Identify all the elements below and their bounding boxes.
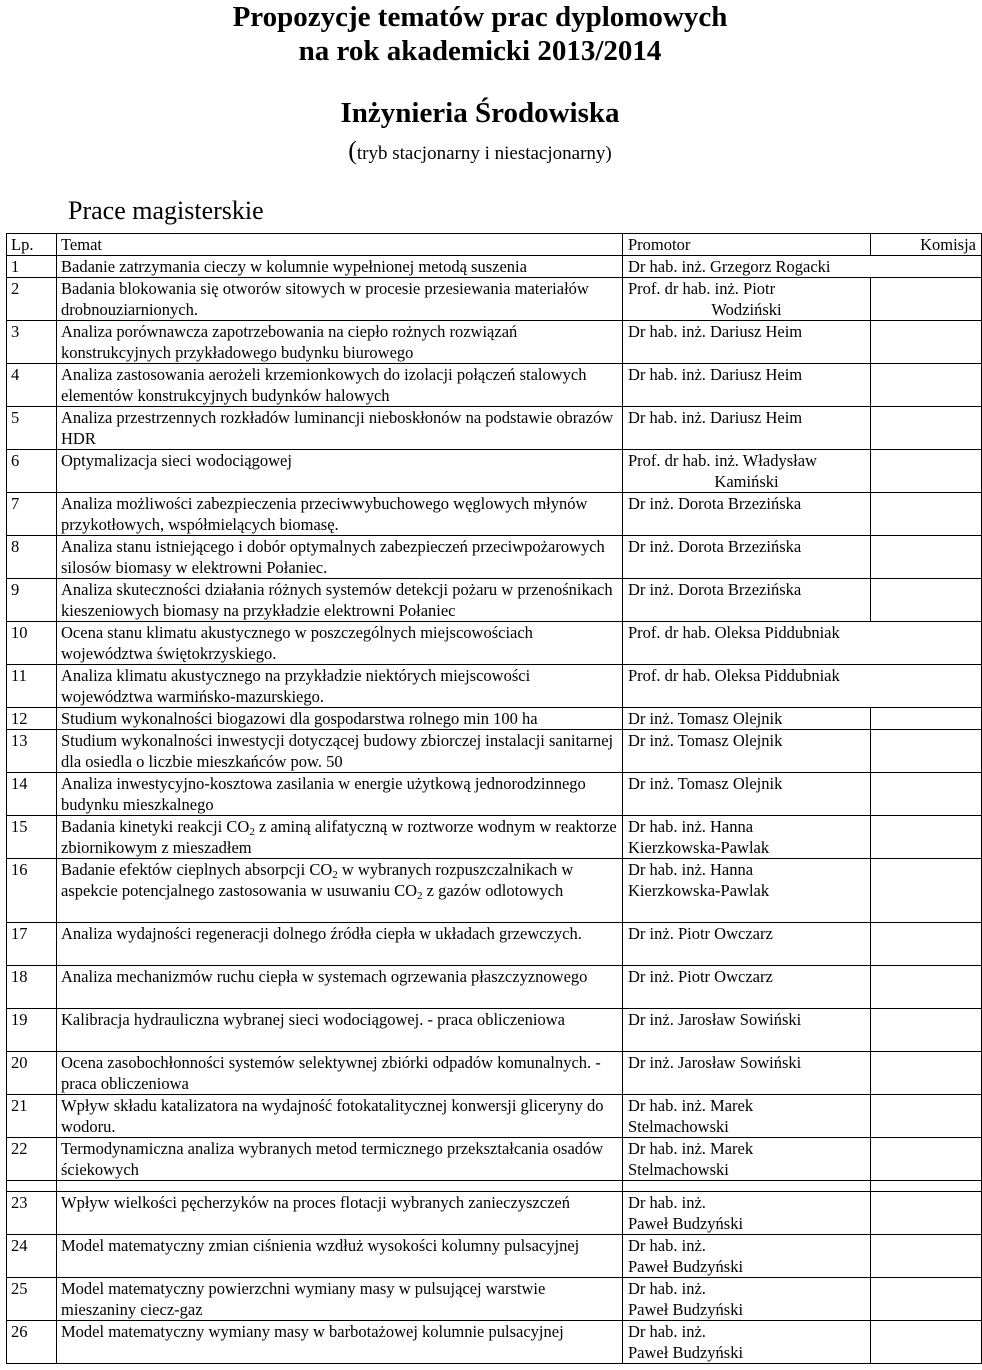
- table-row: [7, 1009, 982, 1052]
- row-lp: 10: [7, 622, 57, 665]
- row-lp: 13: [7, 730, 57, 773]
- row-topic: Ocena stanu klimatu akustycznego w poszczególnych miejscowościach województwa świętokrzyskiego.: [57, 622, 623, 665]
- row-lp: 26: [7, 1321, 57, 1364]
- row-lp: 2: [7, 278, 57, 321]
- row-topic: Wpływ składu katalizatora na wydajność fotokatalitycznej konwersji gliceryny do wodoru.: [57, 1095, 623, 1138]
- table-row: [7, 966, 982, 1009]
- row-topic: [57, 816, 623, 859]
- table-row: [7, 321, 982, 364]
- table-row: [7, 450, 982, 493]
- row-committee: [871, 493, 982, 536]
- row-topic: Ocena zasobochłonności systemów selektywnej zbiórki odpadów komunalnych. - praca obliczeniowa: [57, 1052, 623, 1095]
- table-row: [7, 816, 982, 859]
- row-committee: [871, 321, 982, 364]
- promotor-line1: Dr hab. inż.: [628, 1193, 706, 1212]
- row-lp: 12: [7, 708, 57, 730]
- row-committee: [871, 1138, 982, 1181]
- row-lp: 23: [7, 1192, 57, 1235]
- topic-subscript: 2: [332, 869, 338, 881]
- row-promotor: Dr inż. Jarosław Sowiński: [623, 1052, 871, 1095]
- row-topic: Analiza stanu istniejącego i dobór optymalnych zabezpieczeń przeciwpożarowych silosów biomasy w elektrowni Połaniec.: [57, 536, 623, 579]
- promotor-line2: Kierzkowska-Pawlak: [628, 881, 770, 900]
- table-row: [7, 730, 982, 773]
- promotor-line1: Dr hab. inż. Marek: [628, 1096, 754, 1115]
- row-promotor: Dr inż. Dorota Brzezińska: [623, 536, 871, 579]
- row-promotor: Dr inż. Tomasz Olejnik: [623, 773, 871, 816]
- table-row: [7, 579, 982, 622]
- row-promotor: Dr inż. Piotr Owczarz: [623, 966, 871, 1009]
- table-row: [7, 364, 982, 407]
- row-lp: 24: [7, 1235, 57, 1278]
- row-lp: 25: [7, 1278, 57, 1321]
- promotor-line1: Dr hab. inż. Hanna: [628, 817, 754, 836]
- row-promotor: [623, 450, 871, 493]
- row-topic: Kalibracja hydrauliczna wybranej sieci wodociągowej. - praca obliczeniowa: [57, 1009, 623, 1052]
- row-promotor: Prof. dr hab. Oleksa Piddubniak: [623, 622, 982, 665]
- row-topic: Analiza możliwości zabezpieczenia przeciwwybuchowego węglowych młynów przykotłowych, współmielących biomasę.: [57, 493, 623, 536]
- promotor-line2: Wodziński: [711, 300, 782, 319]
- table-spacer-row: [7, 1181, 982, 1192]
- row-lp: 6: [7, 450, 57, 493]
- row-promotor: [623, 1278, 871, 1321]
- table-row: [7, 923, 982, 966]
- row-lp: 4: [7, 364, 57, 407]
- promotor-line1: Dr hab. inż. Hanna: [628, 860, 754, 879]
- row-lp: 1: [7, 256, 57, 278]
- table-row: [7, 622, 982, 665]
- row-topic: Badania blokowania się otworów sitowych w procesie przesiewania materiałów drobnouziarnionych.: [57, 278, 623, 321]
- header-lp: Lp.: [7, 234, 57, 256]
- row-topic: Optymalizacja sieci wodociągowej: [57, 450, 623, 493]
- row-promotor: [623, 859, 871, 923]
- table-row: [7, 1052, 982, 1095]
- row-topic: Termodynamiczna analiza wybranych metod termicznego przekształcania osadów ściekowych: [57, 1138, 623, 1181]
- row-committee: [871, 1052, 982, 1095]
- row-lp: 22: [7, 1138, 57, 1181]
- row-promotor: [623, 1095, 871, 1138]
- row-promotor: Dr inż. Tomasz Olejnik: [623, 708, 871, 730]
- promotor-line2: Stelmachowski: [628, 1117, 729, 1136]
- row-lp: 3: [7, 321, 57, 364]
- row-lp: 11: [7, 665, 57, 708]
- row-topic: Model matematyczny zmian ciśnienia wzdłuż wysokości kolumny pulsacyjnej: [57, 1235, 623, 1278]
- row-committee: [871, 278, 982, 321]
- row-lp: 18: [7, 966, 57, 1009]
- row-topic: [57, 859, 623, 923]
- table-row: [7, 493, 982, 536]
- row-lp: 5: [7, 407, 57, 450]
- table-row: [7, 256, 982, 278]
- table-row: [7, 708, 982, 730]
- row-committee: [871, 536, 982, 579]
- promotor-line2: Paweł Budzyński: [628, 1343, 744, 1362]
- promotor-line1: Dr hab. inż.: [628, 1322, 706, 1341]
- table-row: [7, 1095, 982, 1138]
- row-committee: [871, 859, 982, 923]
- row-committee: [871, 407, 982, 450]
- row-committee: [871, 1321, 982, 1364]
- promotor-line2: Paweł Budzyński: [628, 1257, 744, 1276]
- table-row: [7, 1235, 982, 1278]
- row-promotor: Dr inż. Dorota Brzezińska: [623, 579, 871, 622]
- row-committee: [871, 730, 982, 773]
- promotor-line1: Dr hab. inż. Marek: [628, 1139, 754, 1158]
- promotor-line2: Kamiński: [714, 472, 779, 491]
- promotor-line2: Stelmachowski: [628, 1160, 729, 1179]
- row-committee: [871, 1009, 982, 1052]
- table-row: [7, 859, 982, 923]
- row-committee: [871, 1095, 982, 1138]
- row-topic: Analiza wydajności regeneracji dolnego źródła ciepła w układach grzewczych.: [57, 923, 623, 966]
- row-promotor: Dr hab. inż. Grzegorz Rogacki: [623, 256, 982, 278]
- row-committee: [871, 364, 982, 407]
- row-lp: 15: [7, 816, 57, 859]
- document-title-line1: Propozycje tematów prac dyplomowych: [232, 1, 728, 33]
- table-row: [7, 1192, 982, 1235]
- table-row: [7, 278, 982, 321]
- row-committee: [871, 1278, 982, 1321]
- row-topic: Analiza zastosowania aerożeli krzemionkowych do izolacji połączeń stalowych elementów konstrukcyjnych budynków halowych: [57, 364, 623, 407]
- header-committee: Komisja: [871, 234, 982, 256]
- row-promotor: [623, 278, 871, 321]
- row-topic: Studium wykonalności inwestycji dotyczącej budowy zbiorczej instalacji sanitarnej dla osiedla o liczbie mieszkańców pow. 50: [57, 730, 623, 773]
- row-topic: Badanie zatrzymania cieczy w kolumnie wypełnionej metodą suszenia: [57, 256, 623, 278]
- row-promotor: Dr inż. Jarosław Sowiński: [623, 1009, 871, 1052]
- topic-part: w wybranych rozpuszczalnikach w aspekcie potencjalnego zastosowania w usuwaniu CO: [61, 860, 574, 900]
- row-topic: Model matematyczny wymiany masy w barbotażowej kolumnie pulsacyjnej: [57, 1321, 623, 1364]
- row-topic: Studium wykonalności biogazowi dla gospodarstwa rolnego min 100 ha: [57, 708, 623, 730]
- row-lp: 14: [7, 773, 57, 816]
- topics-table: [6, 233, 982, 1364]
- study-mode-note: [0, 136, 960, 166]
- row-topic: Model matematyczny powierzchni wymiany masy w pulsującej warstwie mieszaniny ciecz-gaz: [57, 1278, 623, 1321]
- table-row: [7, 1321, 982, 1364]
- row-promotor: Dr inż. Tomasz Olejnik: [623, 730, 871, 773]
- row-promotor: Dr inż. Dorota Brzezińska: [623, 493, 871, 536]
- row-promotor: Dr hab. inż. Dariusz Heim: [623, 321, 871, 364]
- row-committee: [871, 923, 982, 966]
- promotor-line1: Prof. dr hab. inż. Władysław: [628, 451, 817, 470]
- topic-subscript: 2: [249, 826, 255, 838]
- row-topic: Analiza mechanizmów ruchu ciepła w systemach ogrzewania płaszczyznowego: [57, 966, 623, 1009]
- header-promotor: Promotor: [623, 234, 871, 256]
- row-promotor: Prof. dr hab. Oleksa Piddubniak: [623, 665, 982, 708]
- topic-part: z aminą alifatyczną w roztworze wodnym w reaktorze zbiornikowym z mieszadłem: [61, 817, 617, 857]
- row-promotor: Dr hab. inż. Dariusz Heim: [623, 407, 871, 450]
- row-committee: [871, 1235, 982, 1278]
- row-lp: 16: [7, 859, 57, 923]
- table-row: [7, 1138, 982, 1181]
- row-committee: [871, 450, 982, 493]
- topic-part: Badanie efektów cieplnych absorpcji CO: [61, 860, 333, 879]
- row-committee: [871, 773, 982, 816]
- row-lp: 17: [7, 923, 57, 966]
- row-committee: [871, 816, 982, 859]
- row-topic: Analiza skuteczności działania różnych systemów detekcji pożaru w przenośnikach kieszeniowych biomasy na przykładzie elektrowni Połaniec: [57, 579, 623, 622]
- row-promotor: Dr hab. inż. Dariusz Heim: [623, 364, 871, 407]
- table-row: [7, 536, 982, 579]
- row-lp: 8: [7, 536, 57, 579]
- study-mode-text: tryb stacjonarny i niestacjonarny): [356, 143, 612, 164]
- study-mode-paren: (: [348, 136, 357, 165]
- topic-part: z gazów odlotowych: [422, 881, 564, 900]
- promotor-line2: Paweł Budzyński: [628, 1300, 744, 1319]
- table-header-row: [7, 234, 982, 256]
- section-heading: Prace magisterskie: [68, 196, 264, 225]
- row-promotor: [623, 1235, 871, 1278]
- promotor-line1: Dr hab. inż.: [628, 1236, 706, 1255]
- field-of-study-title: Inżynieria Środowiska: [340, 97, 620, 129]
- row-promotor: [623, 1192, 871, 1235]
- document-title-line2: na rok akademicki 2013/2014: [298, 35, 662, 67]
- row-promotor: Dr inż. Piotr Owczarz: [623, 923, 871, 966]
- row-committee: [871, 579, 982, 622]
- table-row: [7, 665, 982, 708]
- table-row: [7, 773, 982, 816]
- table-row: [7, 407, 982, 450]
- row-topic: Wpływ wielkości pęcherzyków na proces flotacji wybranych zanieczyszczeń: [57, 1192, 623, 1235]
- row-lp: 9: [7, 579, 57, 622]
- row-committee: [871, 1192, 982, 1235]
- row-lp: 19: [7, 1009, 57, 1052]
- row-topic: Analiza klimatu akustycznego na przykładzie niektórych miejscowości województwa warmińsko-mazurskiego.: [57, 665, 623, 708]
- topic-subscript: 2: [417, 890, 423, 902]
- row-lp: 20: [7, 1052, 57, 1095]
- row-committee: [871, 708, 982, 730]
- topic-part: Badania kinetyki reakcji CO: [61, 817, 250, 836]
- promotor-line1: Dr hab. inż.: [628, 1279, 706, 1298]
- header-topic: Temat: [57, 234, 623, 256]
- row-committee: [871, 966, 982, 1009]
- promotor-line2: Paweł Budzyński: [628, 1214, 744, 1233]
- row-lp: 7: [7, 493, 57, 536]
- row-lp: 21: [7, 1095, 57, 1138]
- promotor-line1: Prof. dr hab. inż. Piotr: [628, 279, 776, 298]
- row-topic: Analiza porównawcza zapotrzebowania na ciepło rożnych rozwiązań konstrukcyjnych przykładowego budynku biurowego: [57, 321, 623, 364]
- row-promotor: [623, 1138, 871, 1181]
- row-topic: Analiza inwestycyjno-kosztowa zasilania w energie użytkową jednorodzinnego budynku mieszkalnego: [57, 773, 623, 816]
- row-promotor: [623, 816, 871, 859]
- promotor-line2: Kierzkowska-Pawlak: [628, 838, 770, 857]
- row-promotor: [623, 1321, 871, 1364]
- table-row: [7, 1278, 982, 1321]
- row-topic: Analiza przestrzennych rozkładów luminancji nieboskłonów na podstawie obrazów HDR: [57, 407, 623, 450]
